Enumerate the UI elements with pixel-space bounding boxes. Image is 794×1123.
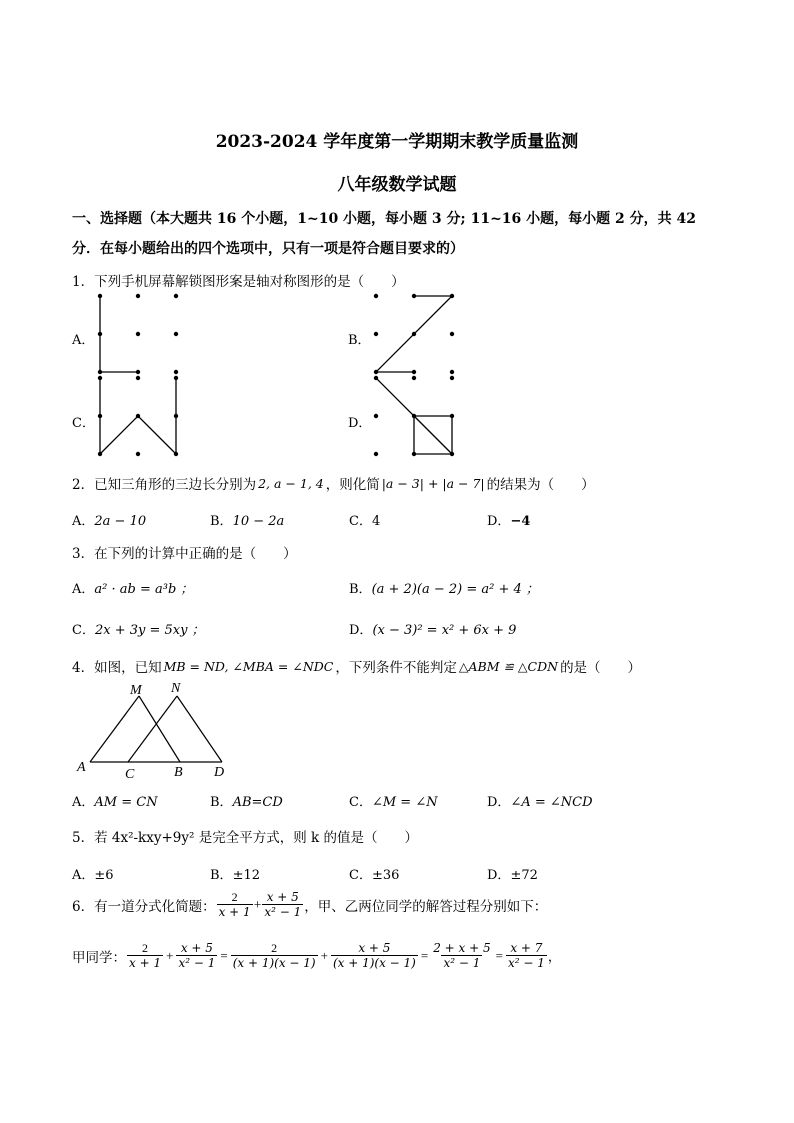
q1-pattern-d bbox=[368, 372, 463, 464]
q6-jia-fraction-6: $\frac{x + 7}{\text{x² − 1}}$ bbox=[507, 941, 545, 970]
segment-mb bbox=[139, 696, 180, 762]
exam-subtitle: 八年级数学试题 bbox=[337, 175, 457, 195]
point-label-a: A bbox=[77, 760, 86, 775]
q6-stem-a: 6．有一道分式化简题： bbox=[72, 898, 216, 915]
question-4-stem bbox=[72, 656, 641, 676]
q4-option-a: A．AM = CN bbox=[72, 795, 158, 810]
q5-option-c: C．±36 bbox=[349, 868, 400, 883]
q2-option-d: D．−4 bbox=[487, 514, 531, 529]
q5-option-d: D．±72 bbox=[487, 868, 538, 883]
q2-option-c: C．4 bbox=[349, 514, 381, 529]
q1-pattern-b bbox=[368, 290, 463, 382]
q6-stem-b: ，甲、乙两位同学的解答过程分别如下： bbox=[304, 898, 548, 915]
point-label-n: N bbox=[171, 681, 181, 696]
q1-pattern-c bbox=[92, 372, 187, 464]
q2-expression: |a − 3| + |a − 7| bbox=[381, 475, 485, 491]
q2-sides: 2, a − 1, 4 bbox=[258, 475, 324, 491]
q4-stem-b: ，下列条件不能判定 bbox=[335, 660, 457, 676]
q6-jia-fraction-1: $\frac{2}{x + 1}$ bbox=[129, 941, 162, 970]
question-1-stem: 1．下列手机屏幕解锁图形案是轴对称图形的是（ ） bbox=[72, 274, 405, 290]
section-header-line1: 一、选择题（本大题共 16 个小题，1~10 小题，每小题 3 分; 11~16 小题，每小题 2 分，共 42 bbox=[72, 211, 697, 227]
question-6-stem: 6．有一道分式化简题： $\frac{2}{x + 1}$ + $\frac{x + 5}{\text{x² − 1}}$ ，甲、乙两位同学的解答过程分别如下： bbox=[72, 890, 548, 919]
segment-nd bbox=[177, 696, 222, 762]
point-label-c: C bbox=[125, 767, 135, 782]
q4-option-b: B．AB=CD bbox=[210, 795, 283, 810]
segment-cn bbox=[128, 696, 177, 762]
q6-fraction-2: $\frac{x + 5}{\text{x² − 1}}$ bbox=[264, 890, 302, 919]
q4-triangle-figure bbox=[72, 676, 242, 784]
section-header-line2: 分．在每小题给出的四个选项中，只有一项是符合题目要求的） bbox=[72, 241, 464, 257]
q4-stem-c: 的是（ ） bbox=[560, 660, 642, 676]
q4-option-c: C．∠M = ∠N bbox=[349, 795, 438, 810]
exam-title: 2023-2024 学年度第一学期期末教学质量监测 bbox=[215, 132, 579, 152]
q4-condition: MB = ND, ∠MBA = ∠NDC bbox=[163, 658, 334, 674]
question-3-stem: 3．在下列的计算中正确的是（ ） bbox=[72, 546, 297, 562]
q5-option-b: B．±12 bbox=[210, 868, 260, 883]
q6-jia-fraction-5: $\frac{2 + x + 5}{\text{x² − 1}}$ bbox=[433, 941, 491, 970]
q5-option-a: A．±6 bbox=[72, 868, 114, 883]
q1-option-a-label: A． bbox=[72, 333, 95, 348]
point-label-m: M bbox=[130, 683, 142, 698]
q1-option-c-label: C． bbox=[72, 416, 95, 431]
question-5-stem: 5．若 4x²-kxy+9y² 是完全平方式，则 k 的值是（ ） bbox=[72, 830, 418, 846]
q3-option-d: D．(x − 3)² = x² + 6x + 9 bbox=[349, 623, 517, 638]
q1-pattern-a bbox=[92, 290, 187, 382]
q1-option-b-label: B． bbox=[348, 333, 371, 348]
q6-jia-label: 甲同学： bbox=[72, 949, 126, 966]
question-2-stem bbox=[72, 473, 595, 493]
point-label-b: B bbox=[174, 765, 183, 780]
q4-conclusion: △ABM ≌ △CDN bbox=[458, 658, 559, 674]
q2-option-b: B．10 − 2a bbox=[210, 514, 285, 529]
q1-option-d-label: D． bbox=[348, 416, 372, 431]
q6-fraction-1: $\frac{2}{x + 1}$ bbox=[218, 890, 251, 919]
q2-stem-a: 2．已知三角形的三边长分别为 bbox=[72, 477, 257, 493]
q2-stem-b: ，则化简 bbox=[325, 477, 380, 493]
q6-jia-fraction-4: $\frac{x + 5}{(x + 1)(x - 1)}$ bbox=[332, 941, 416, 970]
q6-jia-solution: 甲同学： $\frac{2}{x + 1}$ + $\frac{x + 5}{\text{x² − 1}}$ = $\frac{2}{(x + 1)(x - 1)}$ + $\frac{x + 5}{(x + 1)(x - 1)}$ = $\frac{2 + x + 5}{\text{x² − 1}}$ = $\frac{x + 7}{\text{x² − 1}}$ ， bbox=[72, 941, 561, 970]
point-label-d: D bbox=[214, 765, 225, 780]
q6-jia-fraction-2: $\frac{x + 5}{\text{x² − 1}}$ bbox=[178, 941, 216, 970]
q6-jia-fraction-3: $\frac{2}{(x + 1)(x - 1)}$ bbox=[232, 941, 316, 970]
q2-stem-c: 的结果为（ ） bbox=[486, 477, 595, 493]
q3-option-b: B．(a + 2)(a − 2) = a² + 4 ； bbox=[349, 582, 539, 597]
q3-option-c: C．2x + 3y = 5xy ； bbox=[72, 623, 205, 638]
segment-am bbox=[90, 696, 139, 762]
q4-option-d: D．∠A = ∠NCD bbox=[487, 795, 593, 810]
q3-option-a: A．a² · ab = a³b ； bbox=[72, 582, 194, 597]
q4-stem-a: 4．如图，已知 bbox=[72, 660, 162, 676]
q2-option-a: A．2a − 10 bbox=[72, 514, 147, 529]
